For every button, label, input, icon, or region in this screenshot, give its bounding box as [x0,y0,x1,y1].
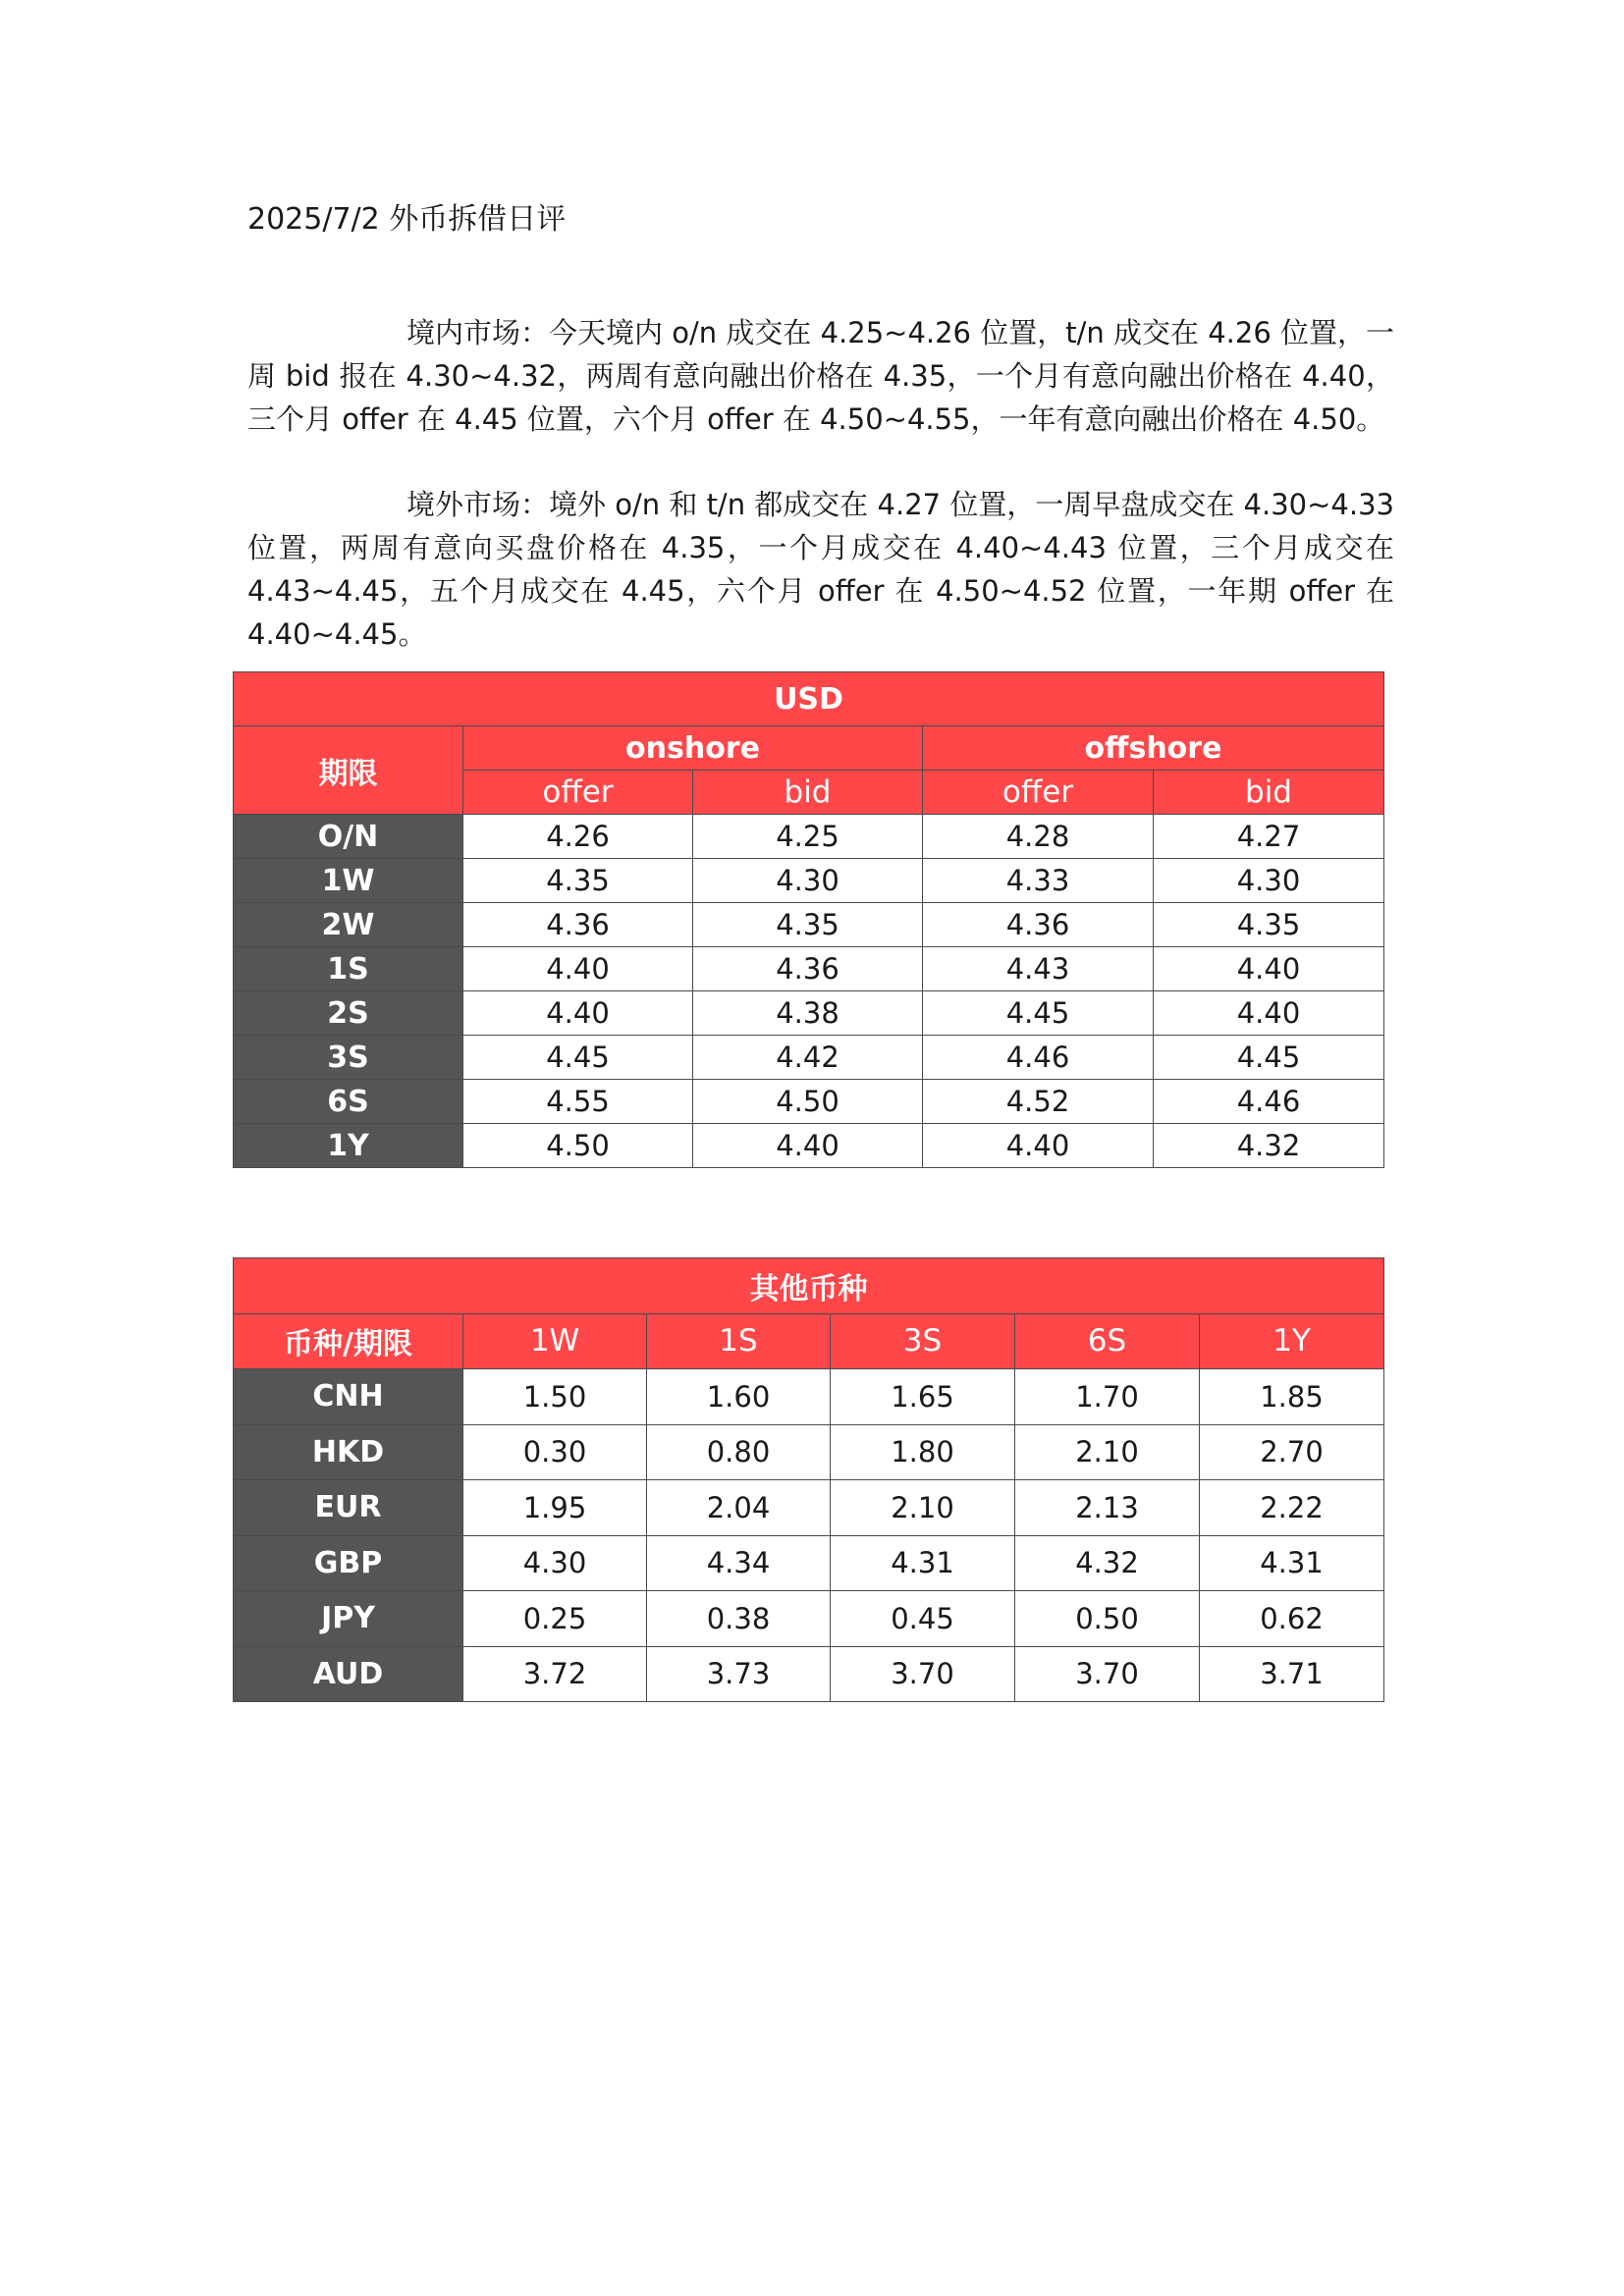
rate-cell: 0.50 [1015,1591,1200,1647]
table-row [234,1646,1384,1702]
onshore-bid-cell: 4.36 [693,947,923,991]
offshore-offer-cell: 4.28 [923,815,1154,859]
onshore-market-paragraph: 境内市场：今天境内 o/n 成交在 4.25~4.26 位置，t/n 成交在 4.26 位置，一周 bid 报在 4.30~4.32，两周有意向融出价格在 4.35，一个月有意向融出价格在 4.40，三个月 offer 在 4.45 位置，六个月 offer 在 4.50~4.55，一年有意向融出价格在 4.50。 [247,316,1394,436]
offshore-bid-cell: 4.46 [1154,1080,1384,1124]
offshore-offer-cell: 4.46 [923,1036,1154,1080]
offshore-bid-cell: 4.30 [1154,859,1384,903]
offshore-bid-cell: 4.27 [1154,815,1384,859]
rate-cell: 1.95 [463,1480,647,1536]
usd-table-title: USD [234,672,1384,726]
offshore-offer-cell: 4.43 [923,947,1154,991]
rate-cell: 0.25 [463,1591,647,1647]
onshore-offer-cell: 4.50 [463,1124,693,1168]
onshore-offer-cell: 4.40 [463,991,693,1036]
other-table-title: 其他币种 [234,1258,1384,1314]
onshore-bid-cell: 4.30 [693,859,923,903]
usd-rates-table [233,671,1384,1168]
term-cell: 1S [234,947,463,991]
currency-cell: CNH [234,1369,463,1425]
rate-cell: 0.38 [647,1591,831,1647]
rate-cell: 2.13 [1015,1480,1200,1536]
offshore-header: offshore [923,726,1384,771]
rate-cell: 3.70 [1015,1646,1200,1702]
table-row [234,1369,1384,1425]
rate-cell: 0.62 [1200,1591,1384,1647]
offshore-offer-cell: 4.52 [923,1080,1154,1124]
rate-cell: 0.80 [647,1424,831,1480]
table-row [234,947,1384,991]
offshore-market-paragraph: 境外市场：境外 o/n 和 t/n 都成交在 4.27 位置，一周早盘成交在 4.30~4.33 位置，两周有意向买盘价格在 4.35，一个月成交在 4.40~4.43 位置，三个月成交在 4.43~4.45，五个月成交在 4.45，六个月 offer 在 4.50~4.52 位置，一年期 offer 在 4.40~4.45。 [247,488,1394,651]
currency-cell: EUR [234,1480,463,1536]
rate-cell: 4.32 [1015,1535,1200,1591]
term-cell: 2S [234,991,463,1036]
currency-cell: GBP [234,1535,463,1591]
term-column-header: 3S [831,1313,1015,1369]
rate-cell: 2.04 [647,1480,831,1536]
onshore-offer-cell: 4.26 [463,815,693,859]
term-cell: 3S [234,1036,463,1080]
rate-cell: 1.80 [831,1424,1015,1480]
term-cell: O/N [234,815,463,859]
onshore-offer-cell: 4.45 [463,1036,693,1080]
onshore-bid-cell: 4.35 [693,903,923,947]
offshore-bid-cell: 4.40 [1154,947,1384,991]
table-row [234,991,1384,1036]
rate-cell: 3.73 [647,1646,831,1702]
currency-term-header: 币种/期限 [234,1313,463,1369]
onshore-header: onshore [463,726,923,771]
offshore-offer-cell: 4.36 [923,903,1154,947]
onshore-offer-cell: 4.36 [463,903,693,947]
offshore-bid-cell: 4.32 [1154,1124,1384,1168]
offshore-offer-cell: 4.33 [923,859,1154,903]
table-row [234,1591,1384,1647]
other-currencies-table [233,1257,1384,1702]
report-title: 2025/7/2 外币拆借日评 [247,202,567,237]
term-cell: 6S [234,1080,463,1124]
rate-cell: 4.31 [1200,1535,1384,1591]
offshore-bid-cell: 4.40 [1154,991,1384,1036]
table-row [234,1036,1384,1080]
offshore-offer-cell: 4.40 [923,1124,1154,1168]
term-column-header: 1W [463,1313,647,1369]
currency-cell: HKD [234,1424,463,1480]
rate-cell: 3.70 [831,1646,1015,1702]
onshore-offer-header: offer [463,771,693,815]
rate-cell: 2.22 [1200,1480,1384,1536]
term-cell: 1Y [234,1124,463,1168]
onshore-bid-header: bid [693,771,923,815]
rate-cell: 0.45 [831,1591,1015,1647]
onshore-bid-cell: 4.50 [693,1080,923,1124]
table-row [234,1424,1384,1480]
term-column-header: 1S [647,1313,831,1369]
onshore-bid-cell: 4.25 [693,815,923,859]
onshore-bid-cell: 4.42 [693,1036,923,1080]
rate-cell: 1.50 [463,1369,647,1425]
rate-cell: 1.60 [647,1369,831,1425]
onshore-bid-cell: 4.38 [693,991,923,1036]
term-column-header: 1Y [1200,1313,1384,1369]
rate-cell: 1.65 [831,1369,1015,1425]
rate-cell: 0.30 [463,1424,647,1480]
currency-cell: AUD [234,1646,463,1702]
offshore-bid-cell: 4.35 [1154,903,1384,947]
offshore-offer-header: offer [923,771,1154,815]
table-row [234,815,1384,859]
onshore-bid-cell: 4.40 [693,1124,923,1168]
term-cell: 2W [234,903,463,947]
rate-cell: 3.71 [1200,1646,1384,1702]
currency-cell: JPY [234,1591,463,1647]
term-cell: 1W [234,859,463,903]
rate-cell: 4.34 [647,1535,831,1591]
term-column-header: 6S [1015,1313,1200,1369]
onshore-offer-cell: 4.35 [463,859,693,903]
onshore-offer-cell: 4.55 [463,1080,693,1124]
rate-cell: 2.10 [831,1480,1015,1536]
onshore-offer-cell: 4.40 [463,947,693,991]
rate-cell: 4.31 [831,1535,1015,1591]
table-row [234,903,1384,947]
table-row [234,1535,1384,1591]
rate-cell: 2.70 [1200,1424,1384,1480]
table-row [234,1480,1384,1536]
table-row [234,859,1384,903]
offshore-bid-cell: 4.45 [1154,1036,1384,1080]
table-row [234,1080,1384,1124]
table-row [234,1124,1384,1168]
rate-cell: 4.30 [463,1535,647,1591]
term-header: 期限 [234,726,463,815]
offshore-offer-cell: 4.45 [923,991,1154,1036]
offshore-bid-header: bid [1154,771,1384,815]
rate-cell: 1.70 [1015,1369,1200,1425]
rate-cell: 3.72 [463,1646,647,1702]
rate-cell: 2.10 [1015,1424,1200,1480]
rate-cell: 1.85 [1200,1369,1384,1425]
